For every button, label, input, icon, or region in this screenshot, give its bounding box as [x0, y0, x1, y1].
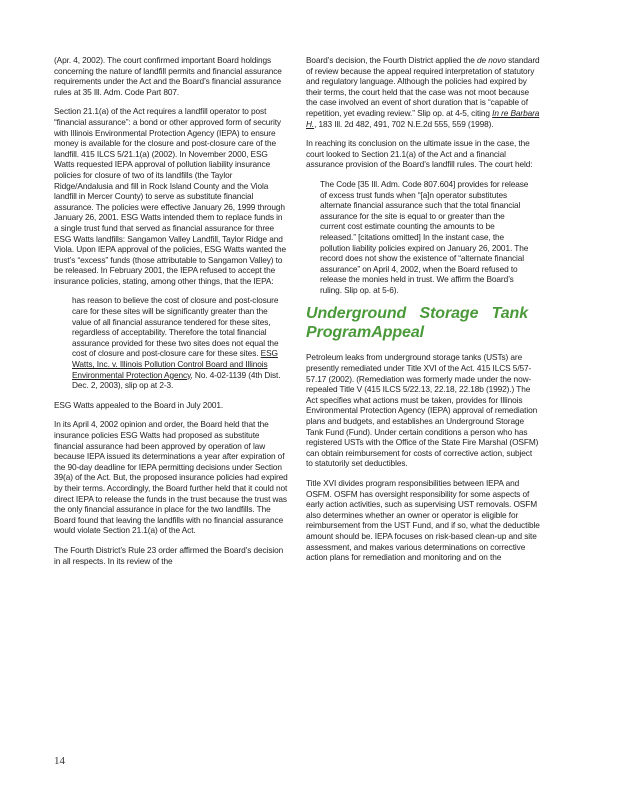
- paragraph: Title XVI divides program responsibilities between IEPA and OSFM. OSFM has oversight responsibility for some aspects of early action activities, such as supervising UST removals. OSFM also determines whether an owner or operator is eligible for reimbursement from the UST Fund, and if so, what the deductible amount should be. IEPA focuses on risk-based clean-up and site assessment, and makes various determinations on corrective action plans for remediation and monitoring and on the: [306, 478, 540, 563]
- paragraph: Section 21.1(a) of the Act requires a landfill operator to post “financial assurance”: a bond or other approved form of security with Illinois Environmental Protection Agency (IEPA) to ensure money is available for the closure and post-closure care of the landfill. 415 ILCS 5/21.1(a) (2002). In November 2000, ESG Watts requested IEPA approval of pollution liability insurance policies for closure of two of its landfills (the Taylor Ridge/Andalusia and fill in Rock Island County and the Viola landfill in Mercer County) to serve as substitute financial assurance. The policies were effective January 26, 1999 through January 26, 2001. ESG Watts intended them to replace funds in a single trust fund that served as financial assurance for three ESG Watts landfills: Sangamon Valley Landfill, Taylor Ridge and Viola. Upon IEPA approval of the policies, ESG Watts wanted the trust’s “excess” funds (those attributable to Sangamon Valley) to be released. In February 2001, the IEPA refused to accept the insurance policies, stating, among other things, that the IEPA:: [54, 106, 286, 286]
- paragraph: Petroleum leaks from underground storage tanks (USTs) are presently remediated under Title XVI of the Act. 415 ILCS 5/57-57.17 (2002). (Remediation was formerly made under the now-repealed Title V (415 ILCS 5/22.13, 22.18, 22.18b (1992).) The Act specifies what actions must be taken, provides for Illinois Environmental Protection Agency (IEPA) approval of remediation plans and budgets, and establishes an Underground Storage Tank Fund (Fund). Under certain conditions a person who has registered USTs with the Office of the State Fire Marshal (OSFM) can obtain reimbursement for costs of corrective action, subject to statutorily set deductibles.: [306, 352, 539, 469]
- paragraph: (Apr. 4, 2002). The court confirmed important Board holdings concerning the nature of landfill permits and financial assurance requirements under the Act and the Board’s financial assurance rules at 35 Ill. Adm. Code Part 807.: [54, 55, 282, 97]
- paragraph: In reaching its conclusion on the ultimate issue in the case, the court looked to Section 21.1(a) of the Act and a financial assurance provision of the Board’s landfill rules. The court held:: [306, 138, 533, 170]
- section-heading: Underground Storage Tank Program Appeal: [306, 305, 528, 342]
- right-column: [306, 55, 540, 572]
- page-number: 14: [54, 755, 65, 767]
- paragraph: Board’s decision, the Fourth District applied the de novo standard of review because the appeal required interpretation of statutory and regulatory language. Although the policies had expired by their terms, the court held that the case was not moot because the case involved an event of short duration that is “capable of repetition, yet evading review.” Slip op. at 4-5, citing In re Barbara H., 183 Ill. 2d 482, 491, 702 N.E.2d 555, 559 (1998).: [306, 55, 540, 129]
- emphasis: de novo: [477, 55, 506, 65]
- case-citation: In re Barbara H.: [306, 107, 540, 129]
- paragraph: The Fourth District’s Rule 23 order affirmed the Board’s decision in all respects. In its review of the: [54, 544, 284, 566]
- paragraph: In its April 4, 2002 opinion and order, the Board held that the insurance policies ESG Watts had proposed as substitute financial assurance had been approved by operation of law because IEPA issued its determinations a year after expiration of the 90-day deadline for IEPA permitting decisions under Section 39(a) of the Act. But, the proposed insurance policies had expired by their terms. Accordingly, the Board further held that it could not direct IEPA to release the funds in the trust because the trust was the only financial assurance in place for the two landfills. The Board found that leaving the landfills with no financial assurance would violate Section 21.1(a) of the Act.: [54, 419, 288, 536]
- case-citation-link: ESG Watts, Inc. v. Illinois Pollution Control Board and Illinois Environmental Protection Agency: [72, 348, 278, 380]
- quote-citation: , No. 4-02-1139 (4th Dist. Dec. 2, 2003), slip op at 2-3.: [72, 369, 281, 391]
- quote-text: has reason to believe the cost of closure and post-closure care for these sites will be significantly greater than the value of all financial assurance tendered for these sites, regardless of acceptability. Therefore the total financial assurance provided for these two sites does not equal the cost of closure and post-closure care for these sites.: [72, 295, 279, 359]
- block-quote: [72, 295, 288, 390]
- block-quote: The Code [35 Ill. Adm. Code 807.604] provides for release of excess trust funds when “[a]n operator substitutes alternate financial assurance such that the total financial assurance for the site is equal to or greater than the current cost estimate counting the amounts to be released.” [citations omitted] In the instant case, the pollution liability policies expired on January 26, 2001. The record does not show the existence of “alternate financial assurance” on April 4, 2002, when the Board refused to release the monies held in trust. We affirm the Board’s ruling. Slip op. at 5-6).: [320, 178, 529, 295]
- left-column: [54, 55, 288, 575]
- paragraph: ESG Watts appealed to the Board in July 2001.: [54, 399, 224, 410]
